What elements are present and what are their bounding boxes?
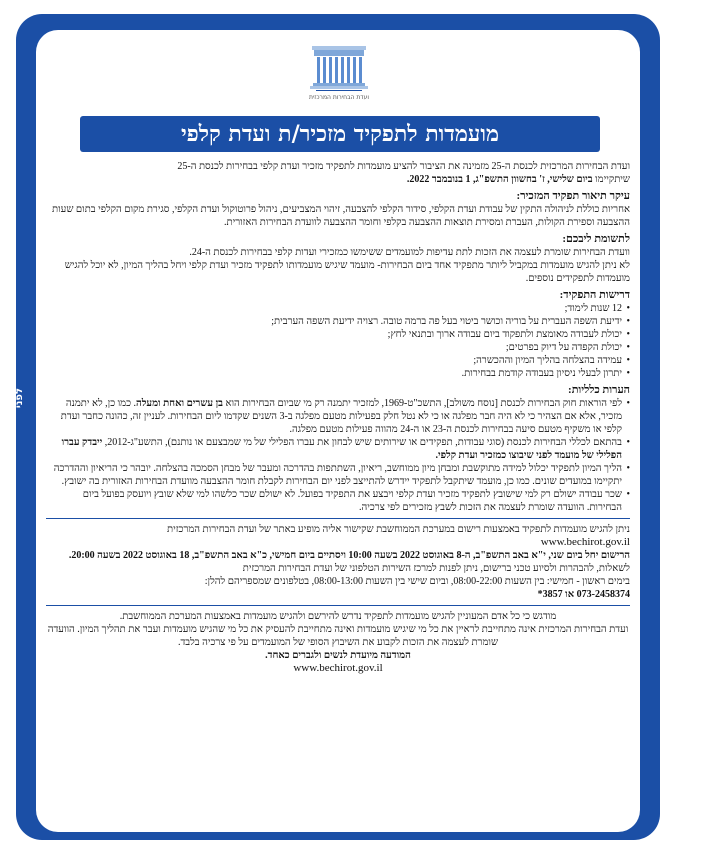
registration-dates: הרישום יחל ביום שני, י"א באב התשפ"ב, ה-8 באוגוסט 2022 בשעה 10:00 ויסתיים ביום חמישי, כ"א באב התשפ"ב, 18 באוגוסט 2022 בשעה 20:00. xyxy=(68,550,630,561)
list-item: • 12 שנות לימוד; xyxy=(46,302,630,315)
duties-heading: עיקר תיאור תפקיד המזכיר: xyxy=(516,190,630,202)
requirements-list xyxy=(46,302,630,380)
knesset-logo xyxy=(302,42,376,112)
divider xyxy=(46,605,630,606)
support-text-1: לשאלות, להבהרות ולסיוע טכני ברישום, ניתן לפנות למרכז השירות הטלפוני של ועדת הבחירות המרכזית xyxy=(242,563,630,574)
list-item: • הליך המיון לתפקיד יכלול למידה מתוקשבת ומבחן מיון ממוחשב, ריאיון, השתתפות בהדרכה ומעבר של מבחן הסמכה בהצלחה. יובהר כי הריאיון וההדרכה יתקיימו במועדים שונים. כמו כן, מועמד שיתקבל לתפקיד יידרש להתייצב לפני יום הבחירות לקבלת חומר ההצבעה מוועדת הבחירות האזורית בה ישובץ. xyxy=(46,462,630,488)
list-item: • יכולת הקפדה על דיוק בפרטים; xyxy=(46,341,630,354)
registration-text: ניתן להגיש מועמדות לתפקיד באמצעות רישום במערכת הממוחשבת שקישור אליה מופיע באתר של ועדת הבחירות המרכזית xyxy=(167,524,630,535)
divider xyxy=(46,518,630,519)
general-notes-list xyxy=(46,397,630,514)
attention-text-2: לא ניתן להגיש מועמדות במקביל ליותר מתפקיד אחד ביום הבחירות- מועמד שיגיש מועמדותו לתפקיד מזכיר ועדת קלפי ויחל בהליך המיון, לא יוכל להגיש מועמדות לתפקידים נוספים. xyxy=(64,260,630,284)
list-item: • עמידה בהצלחה בהליך המיון וההכשרה; xyxy=(46,354,630,367)
support-text-2: בימים ראשון - חמישי: בין השעות 08:00-22:00, וביום שישי בין השעות 08:00-13:00, בטלפונים שמספריהם להלן: xyxy=(204,576,630,587)
notice-content xyxy=(46,160,630,675)
footer-line-2: ועדת הבחירות המרכזית אינה מתחייבת לראיין את כל מי שיגיש מועמדות ואינה מתחייבת להעסיק את כל מי שהגיש מועמדות ועבר את תהליך המיון. הוועדה שומרת לעצמה את הזכות לקבוע את השיבוץ הסופי של המועמדים על פי צרכיה בלבד. xyxy=(47,624,629,648)
intro-date: שיתקיימו ביום שלישי, ז' בחשוון התשפ"ג, 1 בנובמבר 2022. xyxy=(406,174,630,185)
page-title: מועמדות לתפקיד מזכיר/ת ועדת קלפי xyxy=(80,116,600,152)
knesset-building-icon xyxy=(310,42,368,94)
list-item: • יכולת לעבודה מאומצת ולתפקוד ביום עבודה ארוך ובתנאי לחץ; xyxy=(46,328,630,341)
attention-heading: לתשומת ליבכם: xyxy=(562,233,630,245)
list-item: • יתרון לבעלי ניסיון בעבודה קודמת בבחירות. xyxy=(46,367,630,380)
attention-text-1: וועדת הבחירות שומרת לעצמה את הזכות לתת עדיפות למועמדים ששימשו כמזכירי ועדות קלפי בבחירות לכנסת ה-24. xyxy=(189,247,630,258)
requirements-heading: דרישות התפקיד: xyxy=(559,289,630,301)
footer-line-1: מודגש כי כל אדם המעוניין להגיש מועמדות לתפקיד נדרש להירשם ולהגיש מועמדות באמצעות המערכת הממוחשבת. xyxy=(119,611,557,622)
registration-website-link[interactable]: www.bechirot.gov.il xyxy=(540,536,630,548)
footer-line-3: המודעה מיועדת לנשים ולגברים כאחד. xyxy=(265,650,411,661)
footer xyxy=(46,610,630,675)
general-notes-heading: הערות כלליות: xyxy=(568,384,630,396)
support-phones: 073-2458374 או 3857* xyxy=(537,589,630,600)
duties-text: אחריות כוללת לניהולה התקין של עבודת ועדת הקלפי, סידור הקלפי להצבעה, זיהוי המצביעים, ניהול פרוטוקול ועדת הקלפי, סגירת מקום הקלפי בתום שעות ההצבעה וספירת הקולות, העברת ומסירת תוצאות ההצבעה בקלפי וחומר ההצבעה לוועדת הבחירות האזורית. xyxy=(52,204,630,228)
list-item: • לפי הוראות חוק הבחירות לכנסת [נוסח משולב], התשכ"ט-1969, למזכיר יתמנה רק מי שביום הבחירות הוא בן עשרים ואחת ומעלה. כמו כן, לא יתמנה מזכיר, אלא אם הצהיר כי לא היה חבר מפלגה או כי לא נטל חלק בפעילות מטעם מפלגה ב-3 השנים שקדמו ליום הבחירות. לעניין זה, כהונה כחבר ועדת קלפי או משקיף מטעם סיעה בבחירות לכנסת ה-23 או ה-24 מהווה פעילות מטעם מפלגה. xyxy=(46,397,630,436)
footer-website-link[interactable]: www.bechirot.gov.il xyxy=(293,662,383,674)
side-note: לפני xyxy=(14,388,25,409)
list-item: • בהתאם לכללי הבחירות לכנסת (סוגי עבודות, תפקידים או שירותים שיש לבחון את עברו הפלילי של מי שמבצעם או נותנם), התשע"ג-2012, ייבדק עברו הפלילי של מועמד לפני שיבוצו כמזכיר ועדת קלפי. xyxy=(46,436,630,462)
intro-line: ועדת הבחירות המרכזית לכנסת ה-25 מזמינה את הציבור להציע מועמדות לתפקיד מזכיר ועדת קלפי בבחירות לכנסת ה-25 xyxy=(177,161,630,172)
logo-caption: ועדת הבחירות המרכזית xyxy=(309,94,369,101)
list-item: • ידיעת השפה העברית על בוריה וכושר ביטוי בעל פה ברמה טובה. רצויה ידיעת השפה הערבית; xyxy=(46,315,630,328)
notice-card xyxy=(36,30,640,832)
list-item: • שכר עבודה ישולם רק למי שישובץ לתפקיד מזכיר ועדת קלפי ויבצע את התפקיד בפועל. לא ישולם שכר כלשהו למי שלא שובץ ויועסק בפועל ביום הבחירות. הוועדה שומרת לעצמה את הזכות לשבץ מזכירים לפי צרכיה. xyxy=(46,488,630,514)
